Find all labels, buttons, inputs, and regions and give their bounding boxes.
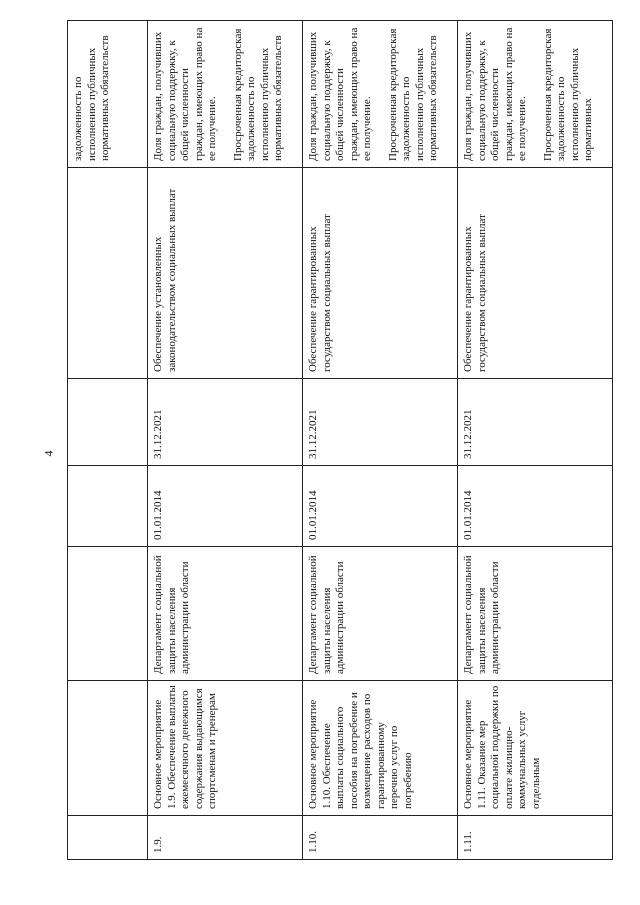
indicator-text-1: Доля граждан, получивших социальную поддержку, к общей численности граждан, имеющих право на ее получение. bbox=[307, 27, 373, 161]
cell-result: Обеспечение гарантированных государством социальных выплат bbox=[303, 168, 458, 379]
cell-end bbox=[68, 379, 148, 466]
indicator-text-2: Просроченная кредиторская задолженность по исполнению публичных нормативных обязательств bbox=[231, 28, 284, 161]
cell-num: 1.10. bbox=[303, 816, 458, 860]
cell-end-date: 31.12.2021 bbox=[458, 379, 613, 466]
cell-result: Обеспечение установленных законодательством социальных выплат bbox=[148, 168, 303, 379]
program-measures-table bbox=[67, 20, 613, 860]
cell-end-date: 31.12.2021 bbox=[303, 379, 458, 466]
cell-executor: Департамент социальной защиты населения администрации области bbox=[458, 547, 613, 681]
cell-indicator bbox=[148, 21, 303, 168]
cell-start bbox=[68, 466, 148, 547]
indicator-text-1: Доля граждан, получивших социальную поддержку, к общей численности граждан, имеющих право на ее получение. bbox=[462, 27, 528, 161]
page-number: 4 bbox=[41, 450, 56, 457]
cell-indicator bbox=[303, 21, 458, 168]
cell-executor bbox=[68, 547, 148, 681]
table-row-continuation bbox=[68, 21, 148, 860]
table-row bbox=[303, 21, 458, 860]
table-row bbox=[148, 21, 303, 860]
indicator-text-2: Просроченная кредиторская задолженность по исполнению публичных нормативных bbox=[541, 28, 594, 161]
cell-indicator bbox=[458, 21, 613, 168]
cell-result: Обеспечение гарантированных государством социальных выплат bbox=[458, 168, 613, 379]
cell-num: 1.9. bbox=[148, 816, 303, 860]
cell-executor: Департамент социальной защиты населения администрации области bbox=[148, 547, 303, 681]
cell-name: Основное мероприятие 1.10. Обеспечение выплаты социального пособия на погребение и возмещение расходов по гарантированному перечню услуг по погребению bbox=[303, 681, 458, 816]
cell-name: Основное мероприятие 1.9. Обеспечение выплаты ежемесячного денежного содержания выдающимся спортсменам и тренерам bbox=[148, 681, 303, 816]
cell-name: Основное мероприятие 1.11. Оказание мер социальной поддержки по оплате жилищно-коммунальных услуг отдельным bbox=[458, 681, 613, 816]
cell-num: 1.11. bbox=[458, 816, 613, 860]
cell-end-date: 31.12.2021 bbox=[148, 379, 303, 466]
indicator-text-1: Доля граждан, получивших социальную поддержку, к общей численности граждан, имеющих право на ее получение. bbox=[152, 27, 218, 161]
indicator-text-2: Просроченная кредиторская задолженность по исполнению публичных нормативных обязательств bbox=[386, 28, 439, 161]
cell-start-date: 01.01.2014 bbox=[148, 466, 303, 547]
cell-name bbox=[68, 681, 148, 816]
indicator-text: задолженность по исполнению публичных нормативных обязательств bbox=[72, 35, 111, 161]
cell-start-date: 01.01.2014 bbox=[458, 466, 613, 547]
cell-start-date: 01.01.2014 bbox=[303, 466, 458, 547]
cell-indicator bbox=[68, 21, 148, 168]
cell-num bbox=[68, 816, 148, 860]
rotated-table-area bbox=[67, 20, 612, 860]
cell-executor: Департамент социальной защиты населения администрации области bbox=[303, 547, 458, 681]
cell-result bbox=[68, 168, 148, 379]
table-row bbox=[458, 21, 613, 860]
